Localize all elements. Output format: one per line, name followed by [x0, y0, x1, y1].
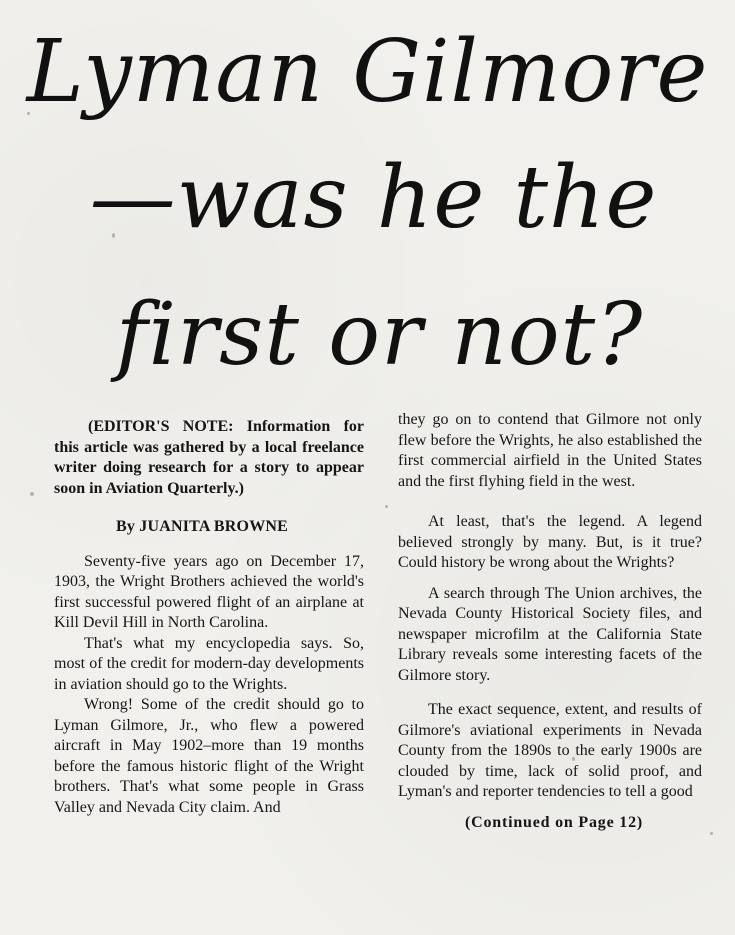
print-speck: [572, 757, 575, 761]
paragraph-left-1: Seventy-five years ago on December 17, 1903, the Wright Brothers achieved the world's first successful powered flight of an airplane at Kill Devil Hill in North Carolina.: [54, 552, 364, 631]
paragraph-left-2: That's what my encyclopedia says. So, most of the credit for modern-day developments in aviation should go to the Wrights.: [54, 634, 364, 693]
headline-line-1: Lyman Gilmore: [26, 22, 709, 122]
paragraph-right-2: At least, that's the legend. A legend believed strongly by many. But, is it true? Could history be wrong about the Wrights?: [398, 513, 702, 571]
continued-notice: (Continued on Page 12): [464, 813, 644, 831]
print-speck: [27, 112, 30, 115]
print-speck: [385, 505, 388, 508]
print-speck: [710, 832, 713, 835]
paragraph-right-4: The exact sequence, extent, and results of Gilmore's aviational experiments in Nevada County from the 1890s to the early 1900s are clouded by time, lack of solid proof, and Lyman's and reporter tendencies to tell a good: [398, 701, 702, 800]
paragraph-right-1: they go on to contend that Gilmore not only flew before the Wrights, he also established the first commercial airfield in the United States and the first flyhing field in the west.: [398, 411, 702, 490]
print-speck: [30, 492, 34, 496]
headline-line-3: first or not?: [115, 285, 644, 385]
article-column-right: [398, 410, 702, 833]
headline-line-2: —was he the: [89, 148, 658, 248]
byline: By JUANITA BROWNE: [116, 518, 289, 535]
editors-note: (EDITOR'S NOTE: Information for this article was gathered by a local freelance writer doing research for a story to appear soon in Aviation Quarterly.): [54, 418, 364, 497]
article-column-left: [54, 417, 364, 818]
paragraph-right-3: A search through The Union archives, the Nevada County Historical Society files, and newspaper microfilm at the California State Library reveals some interesting facets of the Gilmore story.: [398, 584, 702, 684]
paragraph-left-3: Wrong! Some of the credit should go to Lyman Gilmore, Jr., who flew a powered aircraft in May 1902–more than 19 months before the famous historic flight of the Wright brothers. That's what some people in Grass Valley and Nevada City claim. And: [54, 696, 364, 816]
print-speck: [112, 233, 115, 238]
